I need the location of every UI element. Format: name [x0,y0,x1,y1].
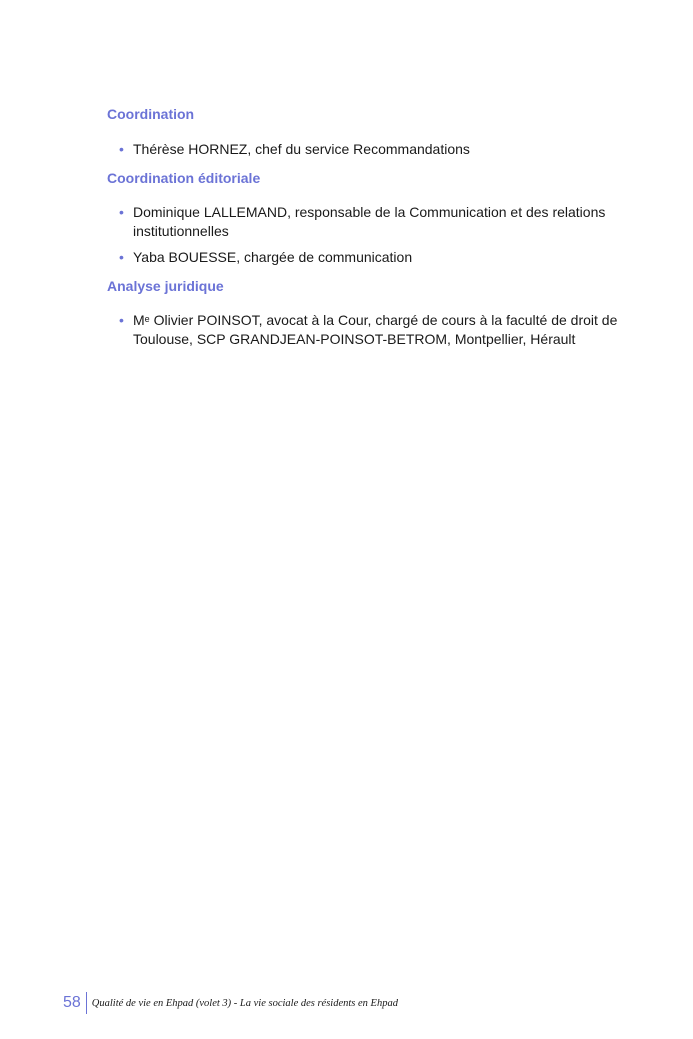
item-text [133,312,617,347]
list-item [107,140,647,159]
footer-divider [86,992,87,1014]
footer-title: Qualité de vie en Ehpad (volet 3) - La vie sociale des résidents en Ehpad [91,997,398,1009]
bullet-icon: • [119,141,124,157]
bullet-icon: • [119,312,124,328]
title-superscript: e [144,314,150,324]
bullet-icon: • [119,249,124,265]
item-list [107,140,647,159]
page-number: 58 [63,994,81,1011]
bullet-icon: • [119,204,124,220]
item-text: Dominique LALLEMAND, responsable de la Communication et des relations institutionnelles [133,204,606,239]
list-item [107,248,647,267]
list-item [107,203,647,241]
item-text: Yaba BOUESSE, chargée de communication [133,249,413,265]
page-content [107,104,647,356]
section-title: Coordination [107,106,195,122]
item-list [107,203,647,267]
item-text: Thérèse HORNEZ, chef du service Recommandations [133,141,470,157]
item-body: Olivier POINSOT, avocat à la Cour, chargé de cours à la faculté de droit de Toulouse, SCP GRANDJEAN-POINSOT-BETROM, Montpellier, Hérault [133,312,618,347]
item-list [107,311,647,349]
title-prefix: M [133,312,145,328]
section-title: Analyse juridique [107,278,224,294]
section-analyse-juridique [107,276,647,349]
list-item [107,311,647,349]
section-title: Coordination éditoriale [107,170,261,186]
page-footer [63,991,398,1015]
section-coordination [107,104,647,159]
section-coordination-editoriale [107,168,647,267]
